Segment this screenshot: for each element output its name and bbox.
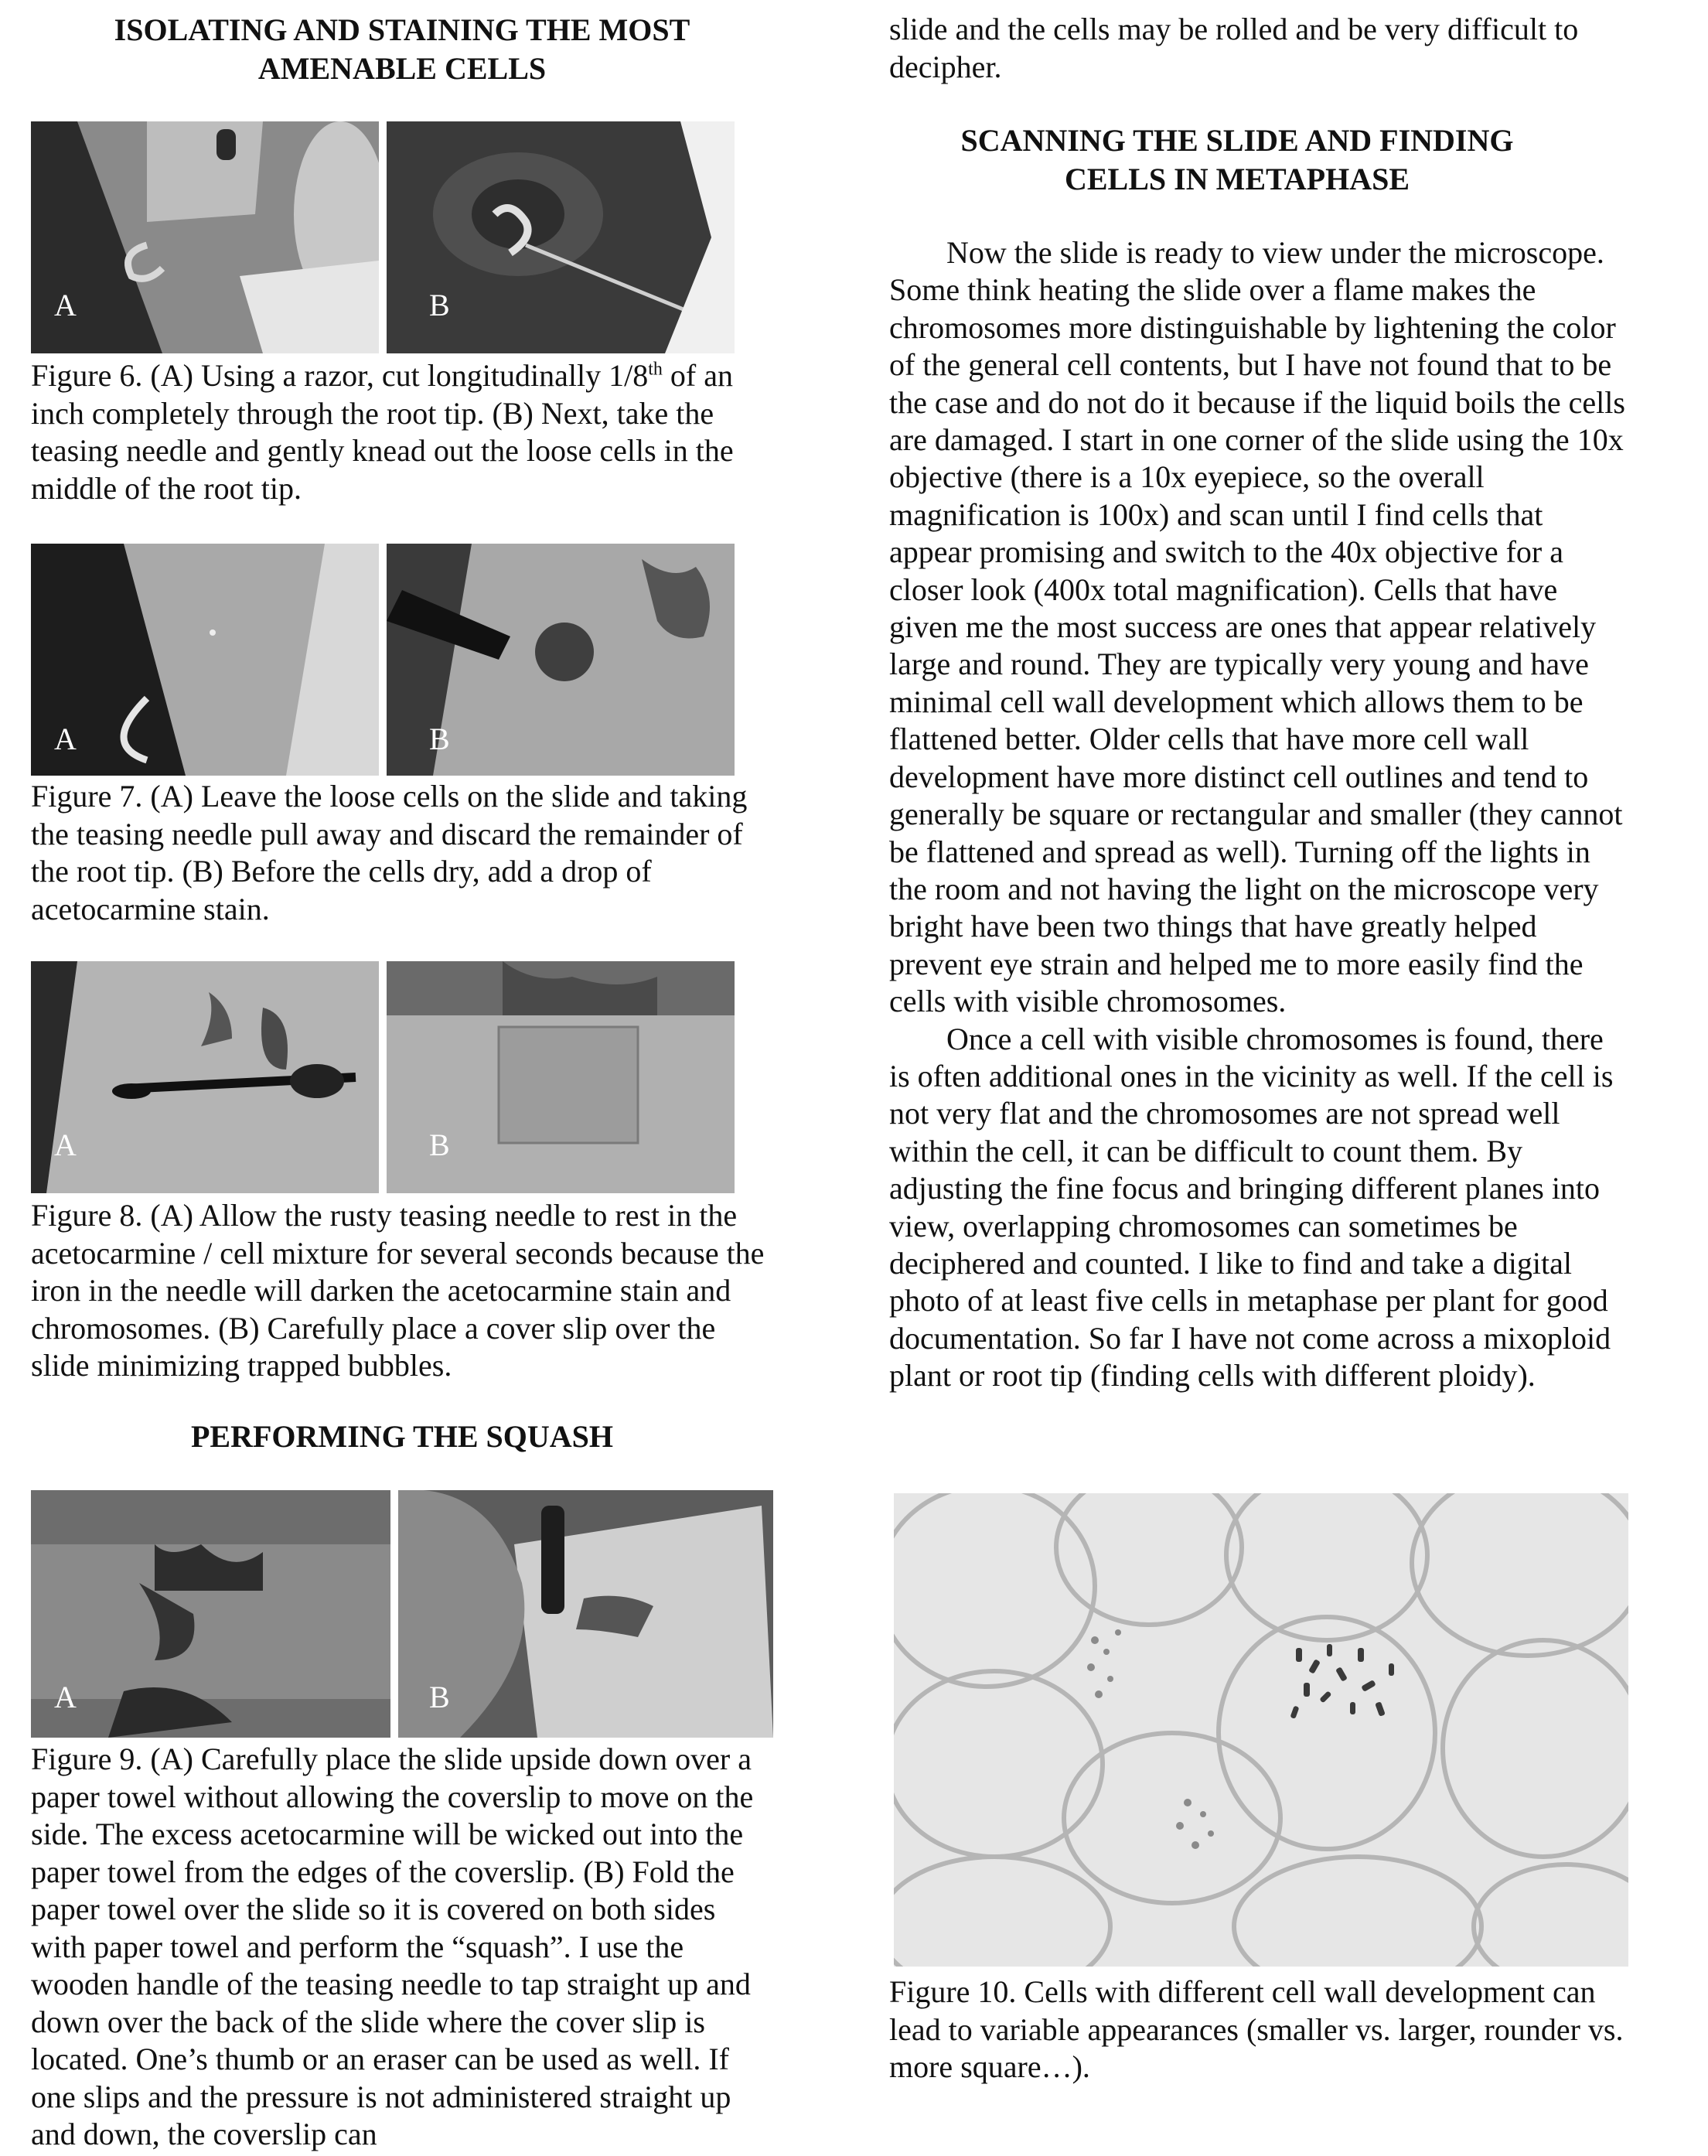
section-heading-squash: PERFORMING THE SQUASH <box>191 1419 613 1454</box>
squash-tap-image <box>398 1490 773 1738</box>
figure8-photo-a <box>31 961 379 1193</box>
figure6-caption: Figure 6. (A) Using a razor, cut longitudinally 1/8th of an inch completely through the root tip. (B) Next, take the teasing needle and gently knead out the loose cells in the middle of the root tip. <box>31 358 734 506</box>
figure6-photo-a <box>31 121 379 353</box>
section-heading-isolating: ISOLATING AND STAINING THE MOST AMENABLE CELLS <box>114 12 690 86</box>
rusty-needle-image <box>31 961 379 1193</box>
figure8-panel-a-label: A <box>54 1127 77 1162</box>
figure8-photo-b <box>387 961 735 1193</box>
figure7-photo-a <box>31 544 379 776</box>
figure10-caption: Figure 10. Cells with different cell wall development can lead to variable appearances (smaller vs. larger, rounder vs. more square…). <box>889 1974 1624 2084</box>
slide-paper-towel-image <box>31 1490 390 1738</box>
figure7-panel-b-label: B <box>429 722 450 756</box>
paragraph-scanning: Now the slide is ready to view under the microscope. Some think heating the slide over a flame makes the chromosomes more distinguishable by lightening the color of the general cell contents, but I have not found that to be the case and do not do it because if the liquid boils the cells are damaged. I start in one corner of the slide using the 10x objective (there is a 10x eyepiece, so the overall magnification is 100x) and scan until I find cells that appear promising and switch to the 40x objective for a closer look (400x total magnification). Cells that have given me the most success are ones that appear relatively large and round. They are typically very young and have minimal cell wall development which allows them to be flattened better. Older cells that have more cell wall development have more distinct cell outlines and tend to generally be square or rectangular and smaller (they cannot be flattened and spread as well). Turning off the lights in the room and not having the light on the microscope very bright have been two things that have greatly helped prevent eye strain and helped me to more easily find the cells with visible chromosomes. <box>889 235 1625 1019</box>
figure6-panel-b-label: B <box>429 288 450 322</box>
figure9-caption: Figure 9. (A) Carefully place the slide upside down over a paper towel without allowing the coverslip to move on the side. The excess acetocarmine will be wicked out into the paper towel from the edges of the coverslip. (B) Fold the paper towel over the slide so it is covered on both sides with paper towel and perform the “squash”. I use the wooden handle of the teasing needle to tap straight up and down over the back of the slide where the cover slip is located. One’s thumb or an eraser can be used as well. If one slips and the pressure is not administered straight up and down, the coverslip can <box>31 1742 754 2151</box>
figure6-panel-a-label: A <box>54 288 77 322</box>
figure7-caption: Figure 7. (A) Leave the loose cells on the slide and taking the teasing needle pull away and discard the remainder of the root tip. (B) Before the cells dry, add a drop of acetocarmine stain. <box>31 779 748 926</box>
figure9-panel-b-label: B <box>429 1680 450 1714</box>
continuation-text: slide and the cells may be rolled and be very difficult to decipher. <box>889 12 1579 84</box>
slide-cells-image <box>31 544 379 776</box>
figure8-caption: Figure 8. (A) Allow the rusty teasing needle to rest in the acetocarmine / cell mixture for several seconds because the iron in the needle will darken the acetocarmine stain and chromosomes. (B) Carefully place a cover slip over the slide minimizing trapped bubbles. <box>31 1198 765 1383</box>
section-heading-scanning: SCANNING THE SLIDE AND FINDING CELLS IN METAPHASE <box>960 123 1514 196</box>
scanning-body <box>889 234 1631 1395</box>
figure6-photo-b <box>387 121 735 353</box>
figure9-photo-b <box>398 1490 773 1738</box>
metaphase-cells-image <box>894 1493 1628 1967</box>
figure7-photo-b <box>387 544 735 776</box>
figure9-panel-a-label: A <box>54 1680 77 1714</box>
figure9-photo-a <box>31 1490 390 1738</box>
figure8-panel-b-label: B <box>429 1127 450 1162</box>
figure10-micrograph <box>894 1493 1628 1967</box>
figure7-panel-a-label: A <box>54 722 77 756</box>
razor-cut-image <box>31 121 379 353</box>
paragraph-counting: Once a cell with visible chromosomes is found, there is often additional ones in the vicinity as well. If the cell is not very flat and the chromosomes are not spread well within the cell, it can be difficult to count them. By adjusting the fine focus and bringing different planes into view, overlapping chromosomes can sometimes be deciphered and counted. I like to find and take a digital photo of at least five cells in metaphase per plant for good documentation. So far I have not come across a mixoploid plant or root tip (finding cells with different ploidy). <box>889 1021 1614 1394</box>
